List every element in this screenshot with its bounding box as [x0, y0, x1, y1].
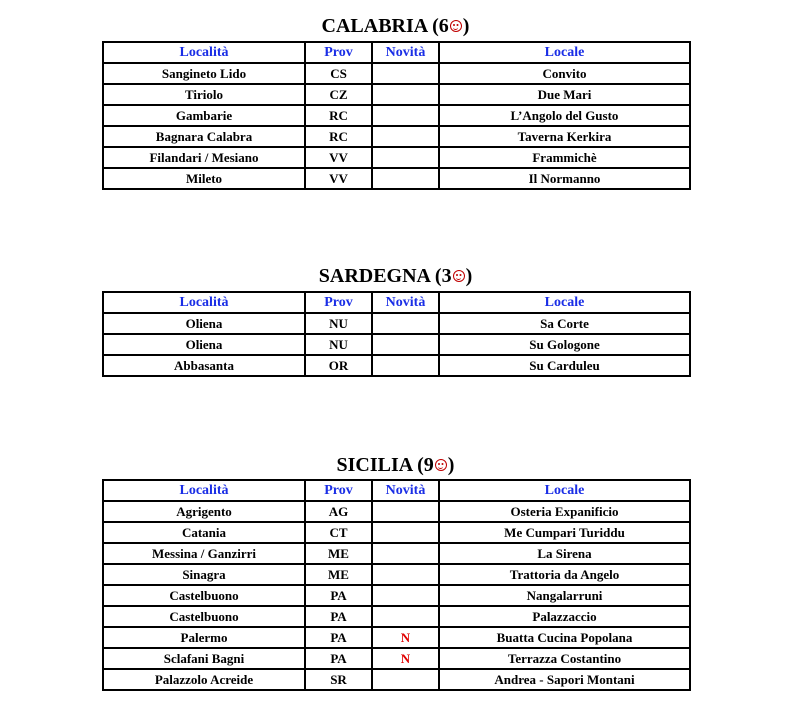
cell-prov: VV [305, 147, 372, 168]
cell-prov: CZ [305, 84, 372, 105]
cell-locale: La Sirena [439, 543, 690, 564]
table-row [103, 606, 690, 627]
cell-locale: Me Cumpari Turiddu [439, 522, 690, 543]
smiley-face-icon [435, 459, 447, 471]
cell-localita: Filandari / Mesiano [103, 147, 305, 168]
header-novita: Novità [372, 292, 439, 313]
cell-novita [372, 606, 439, 627]
table-row [103, 126, 690, 147]
cell-locale: Osteria Expanificio [439, 501, 690, 522]
table-row [103, 105, 690, 126]
cell-novita: N [372, 648, 439, 669]
header-prov: Prov [305, 42, 372, 63]
cell-locale: Palazzaccio [439, 606, 690, 627]
cell-localita: Catania [103, 522, 305, 543]
cell-locale: Sa Corte [439, 313, 690, 334]
cell-novita [372, 126, 439, 147]
restaurant-table [102, 479, 691, 691]
header-locale: Locale [439, 292, 690, 313]
cell-localita: Sclafani Bagni [103, 648, 305, 669]
cell-prov: AG [305, 501, 372, 522]
region-count: 9 [423, 454, 434, 476]
region-count: 6 [438, 15, 449, 37]
header-novita: Novità [372, 480, 439, 501]
cell-novita: N [372, 627, 439, 648]
header-prov: Prov [305, 292, 372, 313]
cell-localita: Abbasanta [103, 355, 305, 376]
table-header-row [103, 292, 690, 313]
cell-prov: NU [305, 313, 372, 334]
cell-novita [372, 168, 439, 189]
region-title: SICILIA (9 ) [336, 454, 455, 476]
cell-locale: Su Gologone [439, 334, 690, 355]
table-row [103, 147, 690, 168]
cell-localita: Messina / Ganzirri [103, 543, 305, 564]
header-locale: Locale [439, 480, 690, 501]
cell-locale: Andrea - Sapori Montani [439, 669, 690, 690]
header-prov: Prov [305, 480, 372, 501]
cell-novita [372, 585, 439, 606]
table-row [103, 313, 690, 334]
table-row [103, 543, 690, 564]
cell-locale: Due Mari [439, 84, 690, 105]
restaurant-table [102, 291, 691, 377]
cell-novita [372, 84, 439, 105]
cell-novita [372, 355, 439, 376]
cell-prov: OR [305, 355, 372, 376]
cell-novita [372, 105, 439, 126]
header-localita: Località [103, 292, 305, 313]
cell-locale: Buatta Cucina Popolana [439, 627, 690, 648]
table-row [103, 168, 690, 189]
cell-localita: Oliena [103, 313, 305, 334]
cell-localita: Bagnara Calabra [103, 126, 305, 147]
cell-prov: PA [305, 648, 372, 669]
table-row [103, 501, 690, 522]
table-row [103, 522, 690, 543]
table-row [103, 564, 690, 585]
cell-novita [372, 334, 439, 355]
header-novita: Novità [372, 42, 439, 63]
table-row [103, 669, 690, 690]
cell-localita: Tiriolo [103, 84, 305, 105]
cell-localita: Sinagra [103, 564, 305, 585]
table-header-row [103, 480, 690, 501]
cell-locale: Terrazza Costantino [439, 648, 690, 669]
cell-prov: RC [305, 105, 372, 126]
header-localita: Località [103, 42, 305, 63]
cell-novita [372, 669, 439, 690]
table-row [103, 334, 690, 355]
cell-locale: Trattoria da Angelo [439, 564, 690, 585]
smiley-face-icon [450, 20, 462, 32]
cell-prov: PA [305, 606, 372, 627]
cell-localita: Oliena [103, 334, 305, 355]
cell-novita [372, 543, 439, 564]
table-row [103, 84, 690, 105]
region-name: SARDEGNA [318, 265, 430, 287]
cell-novita [372, 313, 439, 334]
table-row [103, 585, 690, 606]
smiley-face-icon [453, 270, 465, 282]
region-name: SICILIA [336, 454, 413, 476]
cell-prov: PA [305, 585, 372, 606]
cell-prov: VV [305, 168, 372, 189]
cell-prov: CS [305, 63, 372, 84]
header-localita: Località [103, 480, 305, 501]
cell-novita [372, 564, 439, 585]
cell-locale: L’Angolo del Gusto [439, 105, 690, 126]
cell-localita: Agrigento [103, 501, 305, 522]
region-title: CALABRIA (6 ) [321, 15, 470, 37]
cell-prov: NU [305, 334, 372, 355]
cell-locale: Frammichè [439, 147, 690, 168]
cell-prov: ME [305, 564, 372, 585]
cell-locale: Su Carduleu [439, 355, 690, 376]
cell-localita: Castelbuono [103, 606, 305, 627]
region-count: 3 [441, 265, 452, 287]
cell-novita [372, 501, 439, 522]
cell-locale: Nangalarruni [439, 585, 690, 606]
cell-prov: CT [305, 522, 372, 543]
cell-novita [372, 522, 439, 543]
cell-prov: PA [305, 627, 372, 648]
cell-prov: RC [305, 126, 372, 147]
cell-localita: Mileto [103, 168, 305, 189]
region-name: CALABRIA [321, 15, 428, 37]
cell-locale: Convito [439, 63, 690, 84]
region-title: SARDEGNA (3 ) [318, 265, 473, 287]
cell-locale: Il Normanno [439, 168, 690, 189]
cell-localita: Castelbuono [103, 585, 305, 606]
table-row [103, 63, 690, 84]
cell-localita: Gambarie [103, 105, 305, 126]
cell-prov: SR [305, 669, 372, 690]
table-row [103, 648, 690, 669]
table-row [103, 627, 690, 648]
table-header-row [103, 42, 690, 63]
header-locale: Locale [439, 42, 690, 63]
cell-novita [372, 147, 439, 168]
table-row [103, 355, 690, 376]
cell-locale: Taverna Kerkira [439, 126, 690, 147]
restaurant-table [102, 41, 691, 190]
cell-novita [372, 63, 439, 84]
cell-localita: Sangineto Lido [103, 63, 305, 84]
cell-prov: ME [305, 543, 372, 564]
cell-localita: Palermo [103, 627, 305, 648]
cell-localita: Palazzolo Acreide [103, 669, 305, 690]
